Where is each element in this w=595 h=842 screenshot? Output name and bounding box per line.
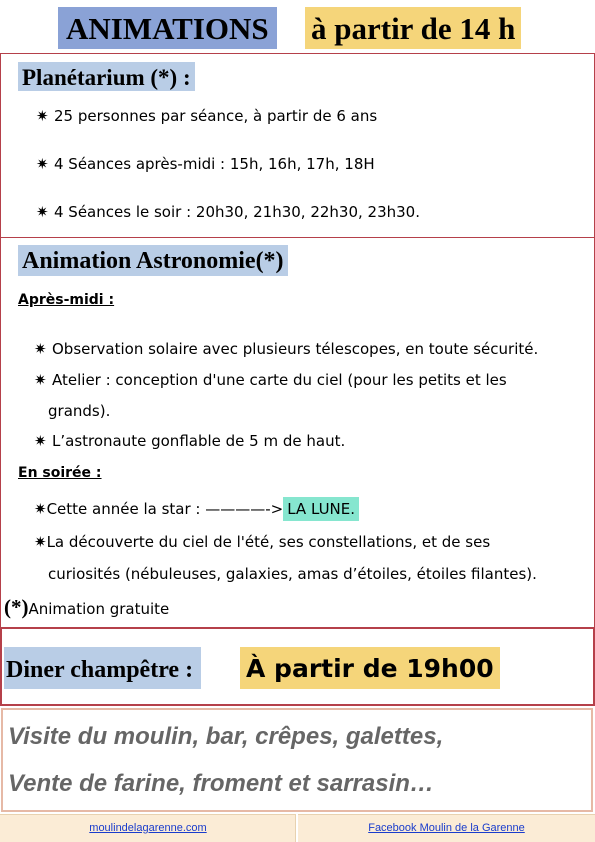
planetarium-item: ✷ 4 Séances après-midi : 15h, 16h, 17h, 18H bbox=[36, 155, 375, 173]
star-bullet-icon: ✷ bbox=[36, 107, 49, 125]
footnote-mark: (*) bbox=[4, 595, 29, 619]
planetarium-item: ✷ 4 Séances le soir : 20h30, 21h30, 22h30, 23h30. bbox=[36, 203, 420, 221]
apres-midi-label: Après-midi : bbox=[18, 292, 115, 308]
visite-line-1: Visite du moulin, bar, crêpes, galettes, bbox=[8, 723, 444, 750]
diner-label: Diner champêtre : bbox=[4, 647, 201, 689]
star-bullet-icon: ✷ bbox=[34, 340, 47, 358]
astronomie-heading: Animation Astronomie(*) bbox=[18, 245, 288, 276]
apres-midi-item: ✷ Atelier : conception d'une carte du ciel (pour les petits et les bbox=[34, 371, 507, 389]
la-lune-highlight: LA LUNE. bbox=[283, 497, 359, 521]
star-bullet-icon: ✷ bbox=[34, 533, 47, 551]
planetarium-item: ✷ 25 personnes par séance, à partir de 6 ans bbox=[36, 107, 378, 125]
soiree-item: ✷La découverte du ciel de l'été, ses constellations, et de ses bbox=[34, 533, 491, 551]
title-start-time: à partir de 14 h bbox=[305, 7, 521, 49]
apres-midi-item: ✷ L’astronaute gonflable de 5 m de haut. bbox=[34, 432, 346, 450]
star-bullet-icon: ✷ bbox=[36, 155, 49, 173]
soiree-item-continued: curiosités (nébuleuses, galaxies, amas d’étoiles, étoiles filantes). bbox=[48, 565, 537, 583]
star-bullet-icon: ✷ bbox=[34, 500, 47, 518]
title-animations: ANIMATIONS bbox=[58, 7, 277, 49]
star-bullet-icon: ✷ bbox=[36, 203, 49, 221]
footnote-text: Animation gratuite bbox=[28, 600, 170, 618]
diner-time: À partir de 19h00 bbox=[240, 647, 500, 689]
star-bullet-icon: ✷ bbox=[34, 432, 47, 450]
apres-midi-item-continued: grands). bbox=[48, 402, 111, 420]
visite-line-2: Vente de farine, froment et sarrasin… bbox=[8, 770, 434, 797]
soiree-star-item: ✷Cette année la star : ————-> LA LUNE. bbox=[34, 500, 359, 518]
soiree-label: En soirée : bbox=[18, 465, 102, 481]
planetarium-heading: Planétarium (*) : bbox=[18, 62, 195, 91]
facebook-link[interactable]: Facebook Moulin de la Garenne bbox=[368, 822, 525, 834]
footnote bbox=[4, 595, 169, 620]
star-bullet-icon: ✷ bbox=[34, 371, 47, 389]
website-link[interactable]: moulindelagarenne.com bbox=[89, 822, 207, 834]
apres-midi-item: ✷ Observation solaire avec plusieurs télescopes, en toute sécurité. bbox=[34, 340, 539, 358]
